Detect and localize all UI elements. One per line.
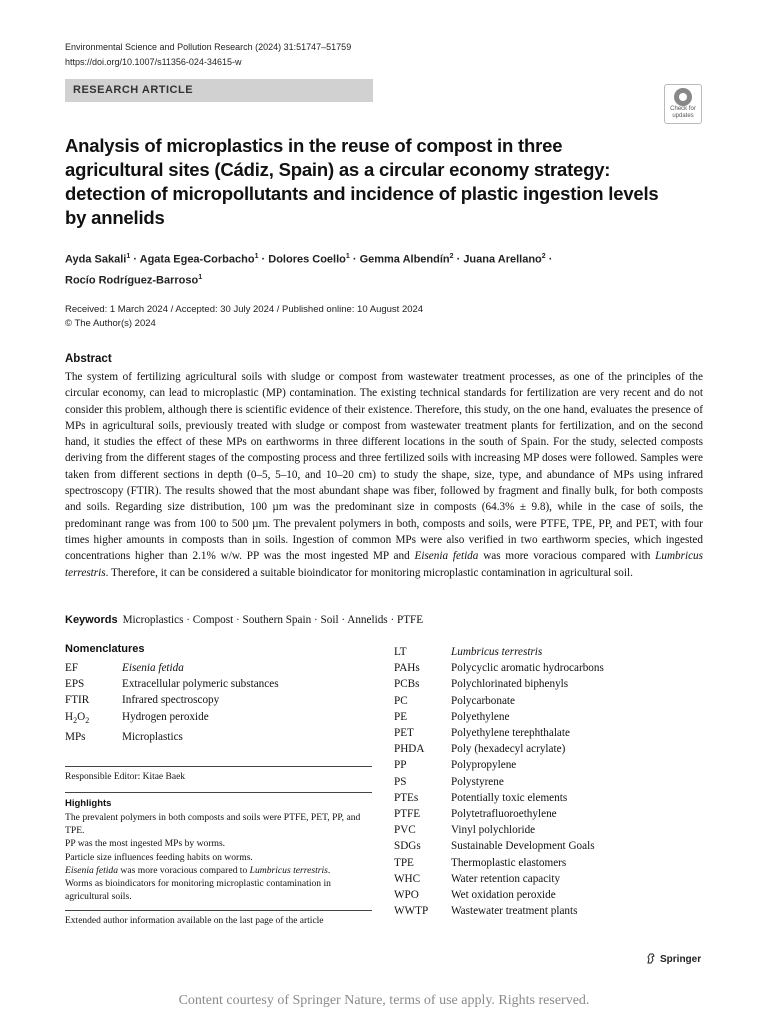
nomenclature-abbr: PC bbox=[394, 694, 408, 707]
author-name[interactable]: Dolores Coello bbox=[268, 253, 346, 266]
highlight-text: . bbox=[327, 864, 331, 876]
keywords-list: Microplastics · Compost · Southern Spain · Soil · Annelids · PTFE bbox=[122, 614, 424, 626]
nomenclature-definition: Water retention capacity bbox=[451, 872, 561, 885]
nomenclature-abbr: EPS bbox=[65, 678, 85, 691]
highlight-species: Eisenia fetida bbox=[65, 864, 119, 876]
springer-horse-icon bbox=[646, 953, 656, 964]
table-row bbox=[394, 838, 604, 854]
responsible-editor: Responsible Editor: Kitae Baek bbox=[65, 772, 186, 782]
author-affiliation: 1 bbox=[345, 253, 350, 260]
abstract-text: The system of fertilizing agricultural soils with sludge or compost from wastewater treatment processes, as one of the principles of the circular economy, can lead to microplastic (MP) contamination. The existing technical standards for fertilization are very recent and do not consider this problem, although there is scientific evidence of their existence. Therefore, this study, on the one hand, evaluates the presence of MPs in agricultural soils, previously treated with sludge or compost from wastewater treatment plants for fertilization, and on the second hand, it studies the effect of these MPs on earthworms in three different locations in the south of Spain. For the study, selected composts deriving from the different stages of the composting process and three fertilized soils with increasing MP doses were followed. Samples were taken from different sections in depth (0–5, 5–10, and 10–20 cm) to study the shape, size, type, and abundance of MPs using infrared spectroscopy (FTIR). The results showed that the most abundant shape was fiber, followed by fragment and finally bulk, for both composts and soils. Regarding size distribution, 100 µm was the predominant size in composts (64.3% ± 9.8), while in the case of soils, the predominant range was from 100 to 500 µm. The prevalent polymers in both, composts and soils, were PTFE, TPE, PP, and PET, with four times higher amounts in composts than in soils. Ingestion of common MPs were also verified in two earthworm species, which ingested concentrations higher than 2.1% w/w. PP was the most ingested MP and bbox=[65, 371, 703, 563]
nomenclature-definition: Poly (hexadecyl acrylate) bbox=[451, 743, 566, 756]
highlight-species: Lumbricus terrestris bbox=[249, 864, 328, 876]
abstract-body bbox=[65, 369, 703, 581]
table-row bbox=[394, 644, 604, 660]
nomenclature-definition: Extracellular polymeric substances bbox=[122, 678, 279, 691]
nomenclature-definition: Wastewater treatment plants bbox=[451, 905, 578, 918]
journal-citation: Environmental Science and Pollution Research (2024) 31:51747–51759 bbox=[65, 42, 352, 52]
nomenclature-definition: Infrared spectroscopy bbox=[122, 694, 220, 707]
nomenclature-table-right bbox=[394, 644, 604, 919]
nomenclature-abbr: PET bbox=[394, 727, 414, 740]
abstract-species: Eisenia fetida bbox=[414, 550, 479, 563]
divider bbox=[65, 910, 372, 911]
publication-dates bbox=[65, 303, 423, 331]
table-row bbox=[394, 757, 604, 773]
highlight-text: was more voracious compared to bbox=[118, 864, 250, 876]
table-row bbox=[394, 887, 604, 903]
table-row bbox=[394, 774, 604, 790]
highlight-item bbox=[65, 864, 370, 877]
table-row bbox=[65, 676, 279, 692]
author-affiliation: 2 bbox=[541, 253, 546, 260]
table-row bbox=[65, 660, 279, 676]
table-row bbox=[394, 822, 604, 838]
author-affiliation: 1 bbox=[254, 253, 259, 260]
publisher-logo bbox=[646, 953, 701, 965]
publisher-name: Springer bbox=[660, 954, 702, 965]
abstract-species: Lumbricus terrestris bbox=[65, 550, 703, 579]
nomenclature-abbr: PTEs bbox=[394, 791, 419, 804]
nomenclature-definition: Hydrogen peroxide bbox=[122, 710, 209, 723]
nomenclature-abbr: WHC bbox=[394, 872, 421, 885]
nomenclature-abbr: WWTP bbox=[394, 905, 429, 918]
author-name[interactable]: Juana Arellano bbox=[463, 253, 542, 266]
doi-link[interactable]: https://doi.org/10.1007/s11356-024-34615-w bbox=[65, 57, 242, 67]
nomenclature-definition: Microplastics bbox=[122, 731, 183, 744]
copyright-notice: © The Author(s) 2024 bbox=[65, 318, 156, 329]
keywords bbox=[65, 612, 705, 628]
author-name[interactable]: Rocío Rodríguez-Barroso bbox=[65, 274, 199, 287]
nomenclature-abbr: PCBs bbox=[394, 678, 420, 691]
nomenclature-table-left bbox=[65, 660, 279, 745]
table-row bbox=[65, 692, 279, 708]
table-row bbox=[394, 871, 604, 887]
nomenclature-definition: Lumbricus terrestris bbox=[451, 646, 543, 658]
nomenclature-abbr: LT bbox=[394, 646, 407, 658]
highlights-body bbox=[65, 811, 370, 903]
nomenclature-definition: Vinyl polychloride bbox=[451, 824, 536, 837]
table-row bbox=[65, 709, 279, 729]
nomenclature-definition: Polytetrafluoroethylene bbox=[451, 808, 557, 821]
abstract-text: . Therefore, it can be considered a suitable bioindicator for monitoring microplastic contamination in agricultural soil. bbox=[105, 566, 633, 579]
nomenclature-definition: Polychlorinated biphenyls bbox=[451, 678, 569, 691]
nomenclature-definition: Thermoplastic elastomers bbox=[451, 856, 567, 869]
table-row bbox=[394, 660, 604, 676]
nomenclature-definition: Sustainable Development Goals bbox=[451, 840, 595, 853]
nomenclature-definition: Potentially toxic elements bbox=[451, 791, 568, 804]
keywords-label: Keywords bbox=[65, 614, 118, 626]
abstract-text: was more voracious compared with bbox=[478, 550, 656, 563]
article-type-badge: RESEARCH ARTICLE bbox=[65, 79, 373, 102]
highlight-item: The prevalent polymers in both composts and soils were PTFE, PET, PP, and TPE. bbox=[65, 812, 361, 837]
check-updates-icon bbox=[674, 88, 692, 106]
extended-author-info: Extended author information available on the last page of the article bbox=[65, 916, 324, 926]
nomenclature-abbr: PVC bbox=[394, 824, 416, 837]
nomenclature-abbr: PS bbox=[394, 775, 407, 788]
divider bbox=[65, 792, 372, 793]
author-affiliation: 2 bbox=[449, 253, 454, 260]
nomenclature-abbr: TPE bbox=[394, 856, 414, 869]
nomenclature-abbr: $H_2O_2$ bbox=[65, 710, 90, 725]
nomenclature-abbr: PHDA bbox=[394, 743, 425, 756]
author-affiliation: 1 bbox=[126, 253, 131, 260]
nomenclature-definition: Wet oxidation peroxide bbox=[451, 889, 556, 902]
author-list: Ayda Sakali$^1$ · Agata Egea-Corbacho$^1$ · Dolores Coello$^1$ · Gemma Albendín$^2$ · Juana Arellano$^2$ · Rocío Rodríguez-Barroso$^1$ bbox=[65, 253, 553, 287]
nomenclature-abbr: PE bbox=[394, 710, 408, 723]
nomenclature-definition: Polycarbonate bbox=[451, 694, 515, 707]
history-dates: Received: 1 March 2024 / Accepted: 30 July 2024 / Published online: 10 August 2024 bbox=[65, 304, 424, 315]
highlights-heading: Highlights bbox=[65, 798, 112, 809]
nomenclature-definition: Eisenia fetida bbox=[122, 662, 184, 674]
nomenclature-abbr: WPO bbox=[394, 889, 419, 902]
nomenclature-abbr: SDGs bbox=[394, 840, 421, 853]
author-name[interactable]: Agata Egea-Corbacho bbox=[139, 253, 255, 266]
table-row bbox=[394, 676, 604, 692]
table-row bbox=[394, 903, 604, 919]
author-name[interactable]: Ayda Sakali bbox=[65, 253, 127, 266]
journal-header bbox=[65, 40, 351, 70]
nomenclature-abbr: EF bbox=[65, 662, 79, 674]
nomenclature-definition: Polyethylene terephthalate bbox=[451, 727, 570, 740]
author-affiliation: 1 bbox=[198, 273, 203, 281]
table-row bbox=[394, 725, 604, 741]
highlight-item: PP was the most ingested MPs by worms. bbox=[65, 838, 226, 850]
check-for-updates-button[interactable] bbox=[664, 84, 702, 124]
table-row bbox=[65, 729, 279, 745]
table-row bbox=[394, 693, 604, 709]
author-name[interactable]: Gemma Albendín bbox=[359, 253, 450, 266]
nomenclature-abbr: FTIR bbox=[65, 694, 90, 707]
table-row bbox=[394, 806, 604, 822]
nomenclature-definition: Polypropylene bbox=[451, 759, 517, 772]
divider bbox=[65, 766, 372, 767]
nomenclature-abbr: PAHs bbox=[394, 662, 420, 675]
abstract-heading: Abstract bbox=[65, 353, 112, 365]
nomenclature-definition: Polyethylene bbox=[451, 710, 510, 723]
nomenclature-abbr: MPs bbox=[65, 731, 86, 744]
copyright-footer: Content courtesy of Springer Nature, terms of use apply. Rights reserved. bbox=[178, 993, 590, 1008]
nomenclature-heading: Nomenclatures bbox=[65, 643, 145, 655]
table-row bbox=[394, 790, 604, 806]
nomenclature-abbr: PTFE bbox=[394, 808, 421, 821]
paper-title: Analysis of microplastics in the reuse of compost in three agricultural sites (Cádiz, Spain) as a circular economy strategy: detection of micropollutants and incidence of plastic ingestion levels by annelids bbox=[65, 135, 659, 228]
table-row bbox=[394, 855, 604, 871]
table-row bbox=[394, 741, 604, 757]
highlight-item: Particle size influences feeding habits on worms. bbox=[65, 851, 253, 863]
check-updates-label-1: Check for bbox=[670, 106, 696, 112]
check-updates-label-2: updates bbox=[672, 113, 694, 119]
nomenclature-abbr: PP bbox=[394, 759, 407, 772]
highlight-item: Worms as bioindicators for monitoring microplastic contamination in agricultural soils. bbox=[65, 878, 331, 903]
nomenclature-definition: Polystyrene bbox=[451, 775, 504, 788]
table-row bbox=[394, 709, 604, 725]
nomenclature-definition: Polycyclic aromatic hydrocarbons bbox=[451, 662, 604, 675]
